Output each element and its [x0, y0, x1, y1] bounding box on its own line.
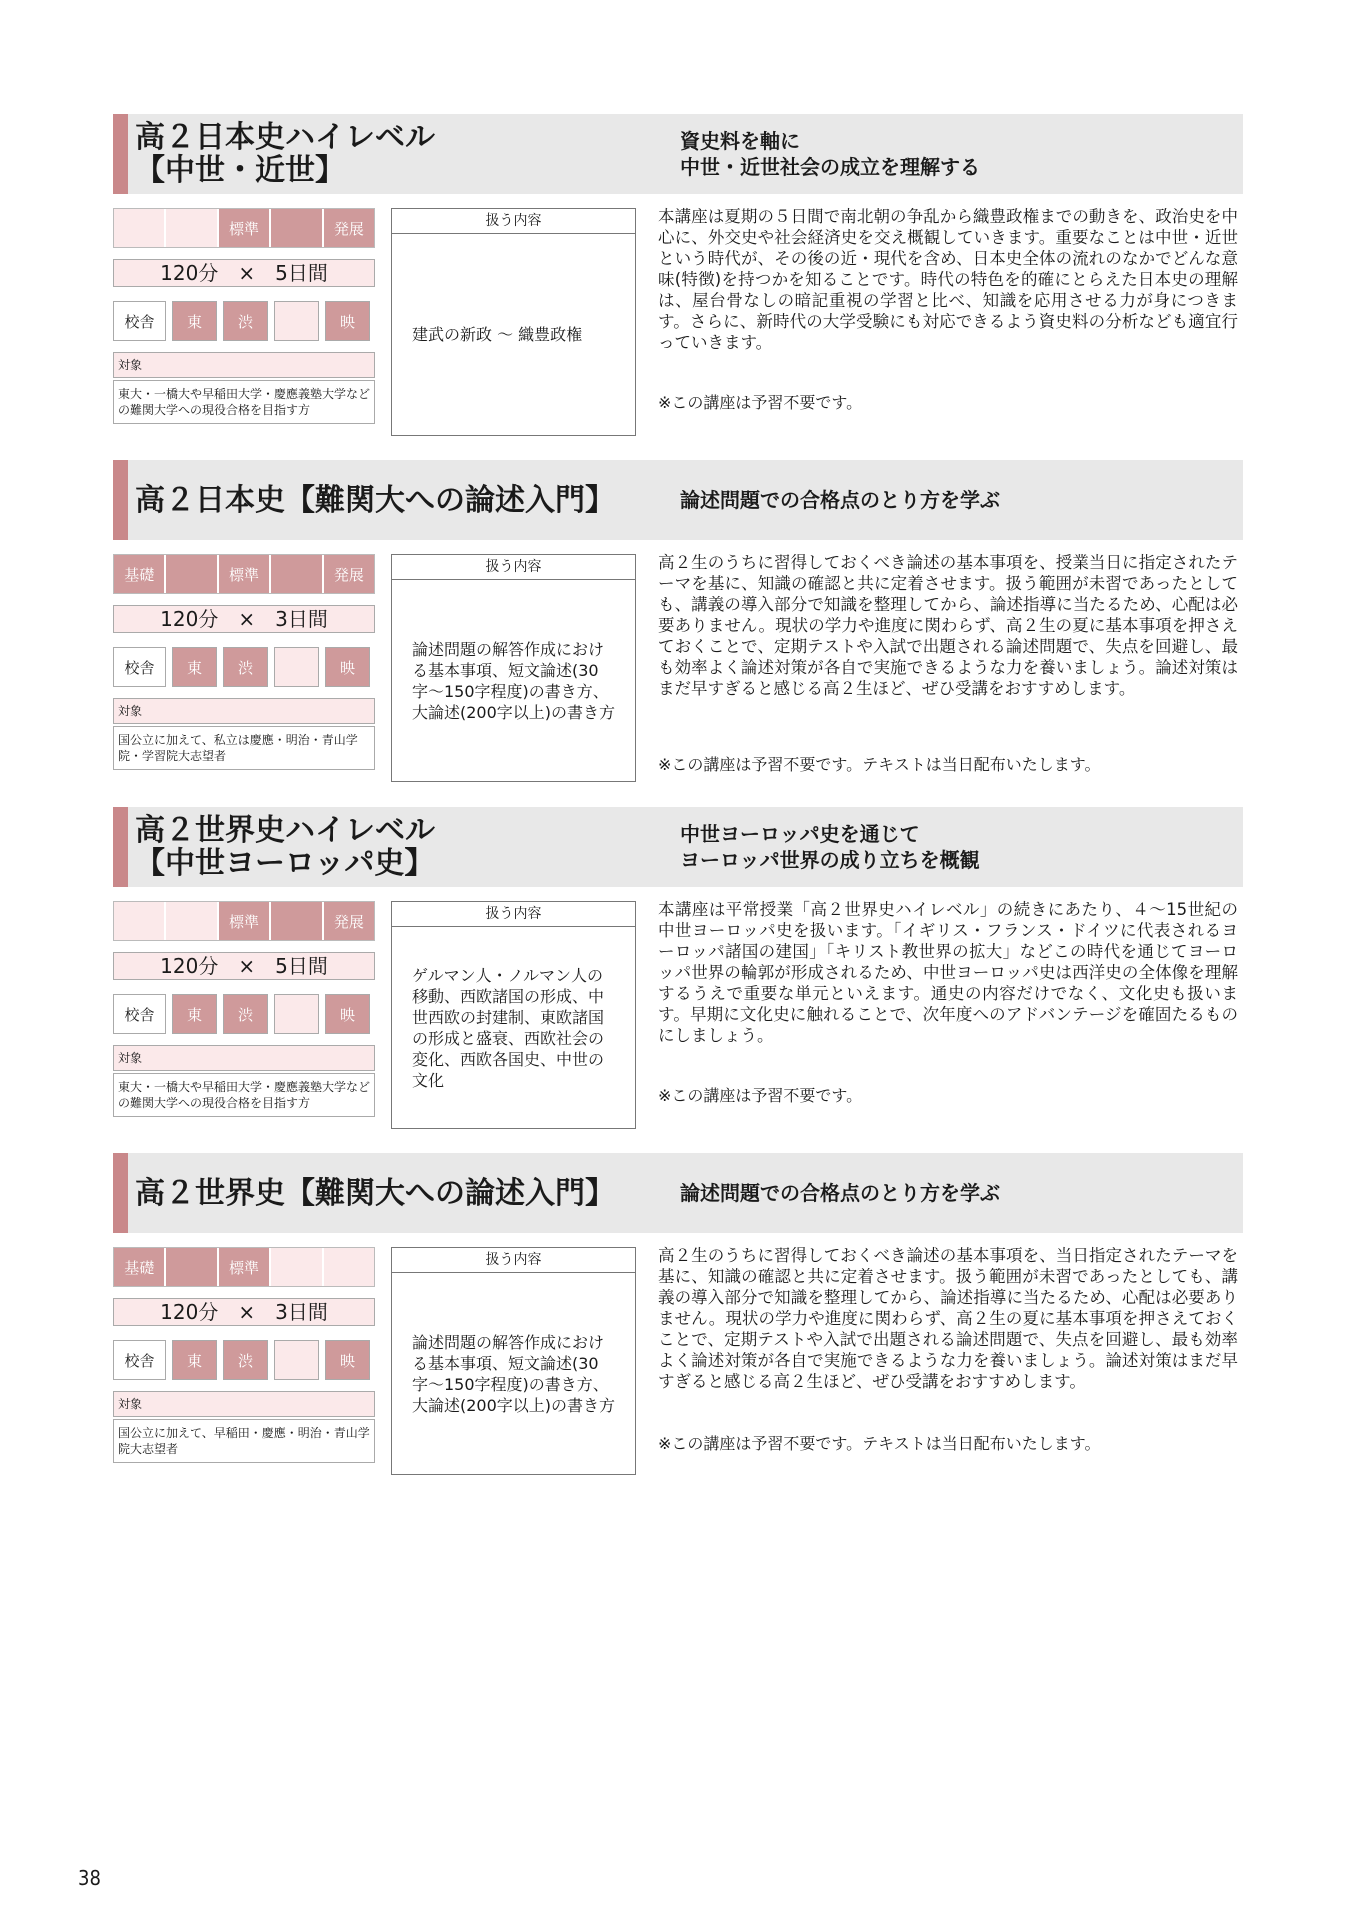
contents-body	[392, 580, 635, 781]
contents-text: 建武の新政 〜 織豊政権	[412, 325, 583, 344]
target-text: 国公立に加えて、早稲田・慶應・明治・青山学院大志望者	[113, 1419, 375, 1463]
campus-row	[113, 1337, 375, 1383]
course-title: 高２日本史ハイレベル 【中世・近世】	[135, 120, 435, 188]
campus-badge: 東	[172, 994, 217, 1034]
target-label: 対象	[113, 1045, 375, 1071]
target-label: 対象	[113, 352, 375, 378]
course-duration: 120分 × 3日間	[113, 605, 375, 633]
level-cell	[166, 209, 218, 247]
level-indicator	[113, 554, 375, 594]
contents-label: 扱う内容	[392, 902, 635, 927]
campus-badge: 渋	[223, 647, 268, 687]
level-cell: 標準	[219, 902, 271, 940]
campus-badge: 東	[172, 301, 217, 341]
campus-badge: 渋	[223, 301, 268, 341]
level-cell	[271, 1248, 323, 1286]
course-subtitle: 中世ヨーロッパ史を通じて ヨーロッパ世界の成り立ちを概観	[680, 822, 980, 872]
header-accent-bar	[113, 807, 128, 887]
level-cell: 標準	[219, 1248, 271, 1286]
level-cell	[114, 902, 166, 940]
campus-badge: 東	[172, 1340, 217, 1380]
campus-badge: 映	[325, 994, 370, 1034]
level-cell	[114, 209, 166, 247]
course-note: ※この講座は予習不要です。テキストは当日配布いたします。	[658, 755, 1101, 774]
campus-badge	[274, 994, 319, 1034]
contents-label: 扱う内容	[392, 555, 635, 580]
course-note: ※この講座は予習不要です。	[658, 393, 863, 412]
campus-badge	[274, 1340, 319, 1380]
contents-box	[391, 901, 636, 1129]
campus-row	[113, 991, 375, 1037]
course-subtitle: 論述問題での合格点のとり方を学ぶ	[680, 488, 1000, 512]
course-title: 高２世界史【難関大への論述入門】	[135, 1175, 615, 1211]
contents-box	[391, 1247, 636, 1475]
contents-body	[392, 234, 635, 435]
level-cell	[271, 902, 323, 940]
campus-badge: 映	[325, 301, 370, 341]
contents-label: 扱う内容	[392, 1248, 635, 1273]
course-block	[113, 807, 1243, 1152]
header-accent-bar	[113, 460, 128, 540]
course-note: ※この講座は予習不要です。	[658, 1086, 863, 1105]
campus-label: 校舎	[113, 994, 166, 1034]
course-block	[113, 460, 1243, 805]
campus-label: 校舎	[113, 301, 166, 341]
level-indicator	[113, 901, 375, 941]
header-accent-bar	[113, 114, 128, 194]
contents-text: 論述問題の解答作成における基本事項、短文論述(30字〜150字程度)の書き方、大論述(200字以上)の書き方	[412, 1332, 616, 1415]
campus-badge	[274, 647, 319, 687]
level-cell	[271, 555, 323, 593]
level-cell: 発展	[324, 209, 374, 247]
level-cell	[166, 902, 218, 940]
contents-body	[392, 927, 635, 1128]
course-description: 高２生のうちに習得しておくべき論述の基本事項を、当日指定されたテーマを基に、知識の確認と共に定着させます。扱う範囲が未習であったとしても、講義の導入部分で知識を整理してから、論述指導に当たるため、心配は必要ありません。現状の学力や進度に関わらず、高２生の夏に基本事項を押さえておくことで、定期テストや入試で出題される論述問題で、失点を回避し、最も効率よく論述対策が各自で実施できるような力を養いましょう。論述対策はまだ早すぎると感じる高２生ほど、ぜひ受講をおすすめします。	[658, 1246, 1238, 1391]
course-duration: 120分 × 5日間	[113, 259, 375, 287]
level-cell	[166, 1248, 218, 1286]
campus-label: 校舎	[113, 1340, 166, 1380]
course-duration: 120分 × 5日間	[113, 952, 375, 980]
page-number: 38	[78, 1866, 101, 1890]
level-cell	[271, 209, 323, 247]
target-label: 対象	[113, 698, 375, 724]
level-cell: 標準	[219, 209, 271, 247]
campus-badge: 渋	[223, 1340, 268, 1380]
level-cell: 基礎	[114, 1248, 166, 1286]
course-description: 本講座は平常授業「高２世界史ハイレベル」の続きにあたり、４〜15世紀の中世ヨーロッパ史を扱います。「イギリス・フランス・ドイツに代表されるヨーロッパ諸国の建国」「キリスト教世界の拡大」などこの時代を通じてヨーロッパ世界の輪郭が形成されるため、中世ヨーロッパ史は西洋史の全体像を理解するうえで重要な単元といえます。通史の内容だけでなく、文化史も扱います。早期に文化史に触れることで、次年度へのアドバンテージを確固たるものにしましょう。	[658, 900, 1238, 1045]
course-subtitle: 資史料を軸に 中世・近世社会の成立を理解する	[680, 129, 980, 179]
campus-row	[113, 644, 375, 690]
campus-badge: 渋	[223, 994, 268, 1034]
contents-text: ゲルマン人・ノルマン人の移動、西欧諸国の形成、中世西欧の封建制、東欧諸国の形成と盛衰、西欧社会の変化、西欧各国史、中世の文化	[412, 965, 605, 1090]
contents-text: 論述問題の解答作成における基本事項、短文論述(30字〜150字程度)の書き方、大論述(200字以上)の書き方	[412, 639, 616, 722]
level-cell: 標準	[219, 555, 271, 593]
course-note: ※この講座は予習不要です。テキストは当日配布いたします。	[658, 1434, 1101, 1453]
contents-body	[392, 1273, 635, 1474]
course-title: 高２世界史ハイレベル 【中世ヨーロッパ史】	[135, 813, 435, 881]
level-cell: 基礎	[114, 555, 166, 593]
course-header	[113, 460, 1243, 540]
contents-label: 扱う内容	[392, 209, 635, 234]
course-duration: 120分 × 3日間	[113, 1298, 375, 1326]
level-cell: 発展	[324, 902, 374, 940]
target-text: 東大・一橋大や早稲田大学・慶應義塾大学などの難関大学への現役合格を目指す方	[113, 380, 375, 424]
header-accent-bar	[113, 1153, 128, 1233]
course-block	[113, 114, 1243, 459]
target-text: 国公立に加えて、私立は慶應・明治・青山学院・学習院大志望者	[113, 726, 375, 770]
course-header	[113, 114, 1243, 194]
course-title: 高２日本史【難関大への論述入門】	[135, 482, 615, 518]
contents-box	[391, 208, 636, 436]
level-cell	[166, 555, 218, 593]
level-indicator	[113, 208, 375, 248]
campus-badge	[274, 301, 319, 341]
level-cell: 発展	[324, 555, 374, 593]
level-indicator	[113, 1247, 375, 1287]
campus-badge: 映	[325, 647, 370, 687]
level-cell	[324, 1248, 374, 1286]
course-block	[113, 1153, 1243, 1498]
course-header	[113, 1153, 1243, 1233]
campus-label: 校舎	[113, 647, 166, 687]
campus-badge: 映	[325, 1340, 370, 1380]
target-text: 東大・一橋大や早稲田大学・慶應義塾大学などの難関大学への現役合格を目指す方	[113, 1073, 375, 1117]
target-label: 対象	[113, 1391, 375, 1417]
campus-badge: 東	[172, 647, 217, 687]
course-subtitle: 論述問題での合格点のとり方を学ぶ	[680, 1181, 1000, 1205]
course-header	[113, 807, 1243, 887]
contents-box	[391, 554, 636, 782]
campus-row	[113, 298, 375, 344]
course-description: 本講座は夏期の５日間で南北朝の争乱から織豊政権までの動きを、政治史を中心に、外交史や社会経済史を交え概観していきます。重要なことは中世・近世という時代が、その後の近・現代を含め、日本史全体の流れのなかでどんな意味(特徴)を持つかを知ることです。時代の特色を的確にとらえた日本史の理解は、屋台骨なしの暗記重視の学習と比べ、知識を応用させる力が身につきます。さらに、新時代の大学受験にも対応できるよう資史料の分析なども適宜行っていきます。	[658, 207, 1238, 352]
course-description: 高２生のうちに習得しておくべき論述の基本事項を、授業当日に指定されたテーマを基に、知識の確認と共に定着させます。扱う範囲が未習であったとしても、講義の導入部分で知識を整理してから、論述指導に当たるため、心配は必要ありません。現状の学力や進度に関わらず、高２生の夏に基本事項を押さえておくことで、定期テストや入試で出題される論述問題で、失点を回避し、最も効率よく論述対策が各自で実施できるような力を養いましょう。論述対策はまだ早すぎると感じる高２生ほど、ぜひ受講をおすすめします。	[658, 553, 1238, 698]
